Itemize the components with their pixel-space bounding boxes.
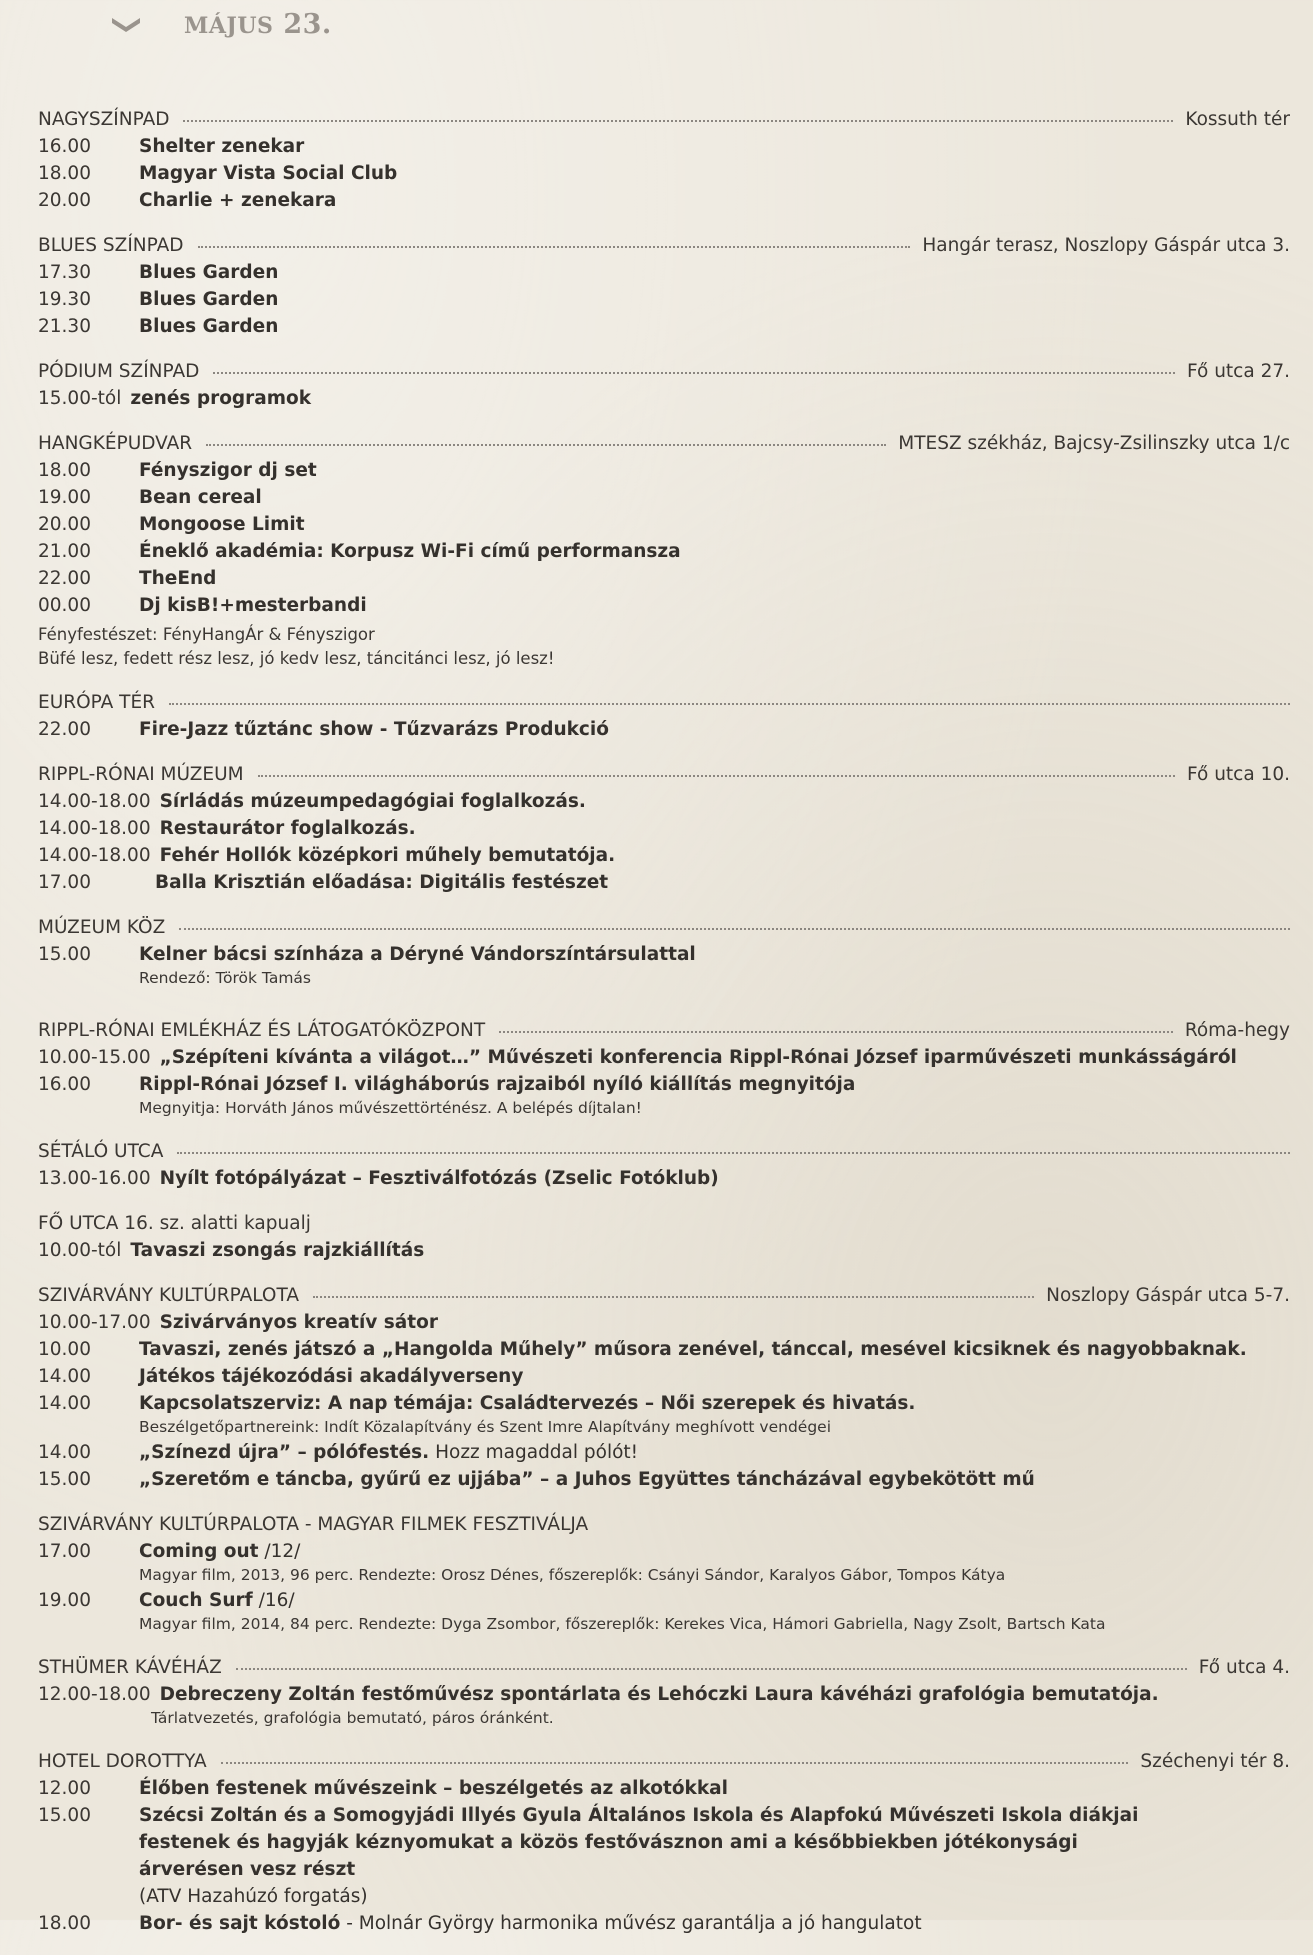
event-time: 16.00 bbox=[38, 1074, 91, 1095]
date-day: 23. bbox=[283, 8, 332, 40]
event-title: Szécsi Zoltán és a Somogyjádi Illyés Gyula Általános Iskola és Alapfokú Művészeti Iskola diákjai festenek és hagyják kéznyomukat a közös festővásznon ami a későbbiekben jótékonysági árverésen vesz részt bbox=[139, 1805, 1139, 1880]
list-item bbox=[38, 592, 1290, 619]
section-venue: Fő utca 27. bbox=[1187, 361, 1290, 382]
date-title bbox=[184, 9, 332, 40]
dot-leader bbox=[213, 372, 1175, 374]
event-time: 14.00-18.00 bbox=[38, 791, 151, 812]
event-time: 10.00-17.00 bbox=[38, 1312, 151, 1333]
list-item bbox=[38, 1390, 1290, 1417]
event-time: 18.00 bbox=[38, 460, 91, 481]
section-title: RIPPL-RÓNAI EMLÉKHÁZ ÉS LÁTOGATÓKÖZPONT bbox=[38, 1020, 486, 1041]
event-title: Charlie + zenekara bbox=[139, 190, 337, 211]
section-rippl-muzeum bbox=[38, 761, 1290, 896]
chevron-down-icon bbox=[110, 14, 142, 34]
event-time: 15.00 bbox=[38, 1805, 91, 1826]
section-title: EURÓPA TÉR bbox=[38, 692, 155, 713]
event-title: Nyílt fotópályázat – Fesztiválfotózás (Zselic Fotóklub) bbox=[159, 1168, 719, 1189]
section-title: BLUES SZÍNPAD bbox=[38, 235, 184, 256]
list-item bbox=[38, 259, 1290, 286]
event-title: Játékos tájékozódási akadályverseny bbox=[139, 1366, 524, 1387]
list-item bbox=[38, 1071, 1290, 1098]
dot-leader bbox=[258, 775, 1175, 777]
event-title: Restaurátor foglalkozás. bbox=[159, 818, 416, 839]
dot-leader bbox=[236, 1668, 1187, 1670]
section-title: SÉTÁLÓ UTCA bbox=[38, 1141, 164, 1162]
event-time: 14.00 bbox=[38, 1366, 91, 1387]
note-line: Fényfestészet: FényHangÁr & Fényszigor bbox=[38, 625, 375, 644]
event-extra: (ATV Hazahúzó forgatás) bbox=[139, 1886, 368, 1907]
section-title: STHÜMER KÁVÉHÁZ bbox=[38, 1657, 222, 1678]
event-time: 17.00 bbox=[38, 872, 91, 893]
event-time: 21.30 bbox=[38, 316, 91, 337]
event-title: Élőben festenek művészeink – beszélgetés az alkotókkal bbox=[139, 1778, 728, 1799]
event-time: 18.00 bbox=[38, 163, 91, 184]
event-title: „Szeretőm e táncba, gyűrű ez ujjába” – a Juhos Együttes táncházával egybekötött mű bbox=[139, 1469, 1035, 1490]
event-time: 10.00-15.00 bbox=[38, 1047, 151, 1068]
event-title: „Szépíteni kívánta a világot…” Művészeti konferencia Rippl-Rónai József iparművészeti munkásságáról bbox=[159, 1047, 1237, 1068]
section-title: MÚZEUM KÖZ bbox=[38, 917, 166, 938]
section-muzeum-koz bbox=[38, 914, 1290, 990]
event-title-wrap bbox=[139, 1587, 295, 1614]
section-szivarvany bbox=[38, 1282, 1290, 1493]
hangkepudvar-notes bbox=[38, 623, 1290, 671]
dot-leader bbox=[169, 703, 1290, 705]
event-extra: /16/ bbox=[252, 1590, 295, 1611]
event-time: 12.00-18.00 bbox=[38, 1684, 151, 1705]
page-header bbox=[110, 4, 332, 44]
section-nagyszinpad bbox=[38, 106, 1290, 214]
event-title: Dj kisB!+mesterbandi bbox=[139, 595, 367, 616]
list-item bbox=[38, 941, 1290, 968]
list-item bbox=[38, 1237, 1290, 1264]
section-title: HOTEL DOROTTYA bbox=[38, 1751, 207, 1772]
event-extra: Hozz magaddal pólót! bbox=[429, 1442, 639, 1463]
event-time: 14.00-18.00 bbox=[38, 845, 151, 866]
list-item bbox=[38, 1802, 1290, 1910]
list-item bbox=[38, 538, 1290, 565]
section-hotel-dorottya bbox=[38, 1748, 1290, 1937]
section-title: RIPPL-RÓNAI MÚZEUM bbox=[38, 764, 244, 785]
event-title: Mongoose Limit bbox=[139, 514, 305, 535]
event-title: Couch Surf bbox=[139, 1590, 253, 1611]
event-title: Tavaszi zsongás rajzkiállítás bbox=[130, 1240, 425, 1261]
event-title: Balla Krisztián előadása: Digitális festészet bbox=[155, 872, 609, 893]
section-title: NAGYSZÍNPAD bbox=[38, 109, 170, 130]
section-sthumer bbox=[38, 1654, 1290, 1730]
section-podium bbox=[38, 358, 1290, 412]
event-time: 00.00 bbox=[38, 595, 91, 616]
event-time: 19.00 bbox=[38, 1590, 91, 1611]
event-title: Debreczeny Zoltán festőművész spontárlata és Lehóczki Laura kávéházi grafológia bemutatója. bbox=[159, 1684, 1159, 1705]
event-time: 19.30 bbox=[38, 289, 91, 310]
event-time: 15.00 bbox=[38, 1469, 91, 1490]
list-item bbox=[38, 788, 1290, 815]
dot-leader bbox=[183, 120, 1173, 122]
event-title: Bean cereal bbox=[139, 487, 262, 508]
section-fo-utca-16 bbox=[38, 1210, 1290, 1264]
event-title: TheEnd bbox=[139, 568, 217, 589]
list-item bbox=[38, 160, 1290, 187]
dot-leader bbox=[177, 1152, 1290, 1154]
event-title: Blues Garden bbox=[139, 262, 279, 283]
event-title: zenés programok bbox=[130, 388, 312, 409]
list-item bbox=[38, 1363, 1290, 1390]
event-subtitle: Beszélgetőpartnereink: Indít Közalapítvány és Szent Imre Alapítvány meghívott vendégei bbox=[139, 1418, 832, 1436]
event-title: Magyar Vista Social Club bbox=[139, 163, 398, 184]
list-item bbox=[38, 1044, 1290, 1071]
dot-leader bbox=[313, 1296, 1034, 1298]
section-europa-ter bbox=[38, 689, 1290, 743]
date-month: MÁJUS bbox=[184, 12, 274, 39]
section-emlekhaz bbox=[38, 1017, 1290, 1120]
event-time: 17.30 bbox=[38, 262, 91, 283]
event-title: Szivárványos kreatív sátor bbox=[159, 1312, 438, 1333]
section-hangkepudvar bbox=[38, 430, 1290, 619]
event-title: Coming out bbox=[139, 1541, 259, 1562]
event-time: 19.00 bbox=[38, 487, 91, 508]
section-venue: Kossuth tér bbox=[1185, 109, 1290, 130]
list-item bbox=[38, 1587, 1290, 1614]
event-title: Kelner bácsi színháza a Déryné Vándorszíntársulattal bbox=[139, 944, 696, 965]
list-item bbox=[38, 1165, 1290, 1192]
list-item bbox=[38, 1466, 1290, 1493]
event-title-wrap bbox=[139, 1802, 1149, 1910]
list-item bbox=[38, 313, 1290, 340]
list-item bbox=[38, 484, 1290, 511]
list-item bbox=[38, 1910, 1290, 1937]
event-time: 15.00 bbox=[38, 944, 91, 965]
event-title-wrap bbox=[139, 1910, 922, 1937]
list-item bbox=[38, 511, 1290, 538]
list-item bbox=[38, 869, 1290, 896]
event-subtitle: Tárlatvezetés, grafológia bemutató, páros óránként. bbox=[151, 1709, 554, 1727]
event-title: Éneklő akadémia: Korpusz Wi-Fi című performansza bbox=[139, 541, 681, 562]
dot-leader bbox=[206, 444, 886, 446]
list-item bbox=[38, 1309, 1290, 1336]
event-time: 14.00 bbox=[38, 1442, 91, 1463]
dot-leader bbox=[499, 1031, 1173, 1033]
list-item bbox=[38, 1439, 1290, 1466]
event-title: „Színezd újra” – pólófestés. bbox=[139, 1442, 430, 1463]
event-time: 20.00 bbox=[38, 514, 91, 535]
event-time: 16.00 bbox=[38, 136, 91, 157]
note-line: Büfé lesz, fedett rész lesz, jó kedv lesz, táncitánci lesz, jó lesz! bbox=[38, 649, 555, 668]
list-item bbox=[38, 842, 1290, 869]
event-subtitle: Rendező: Török Tamás bbox=[139, 969, 311, 987]
event-extra: /12/ bbox=[258, 1541, 301, 1562]
event-title: Tavaszi, zenés játszó a „Hangolda Műhely” műsora zenével, tánccal, mesével kicsiknek és nagyobbaknak. bbox=[139, 1339, 1247, 1360]
list-item bbox=[38, 716, 1290, 743]
event-time: 21.00 bbox=[38, 541, 91, 562]
section-venue: Noszlopy Gáspár utca 5-7. bbox=[1046, 1285, 1290, 1306]
event-time: 22.00 bbox=[38, 719, 91, 740]
list-item bbox=[38, 457, 1290, 484]
event-time: 13.00-16.00 bbox=[38, 1168, 151, 1189]
list-item bbox=[38, 815, 1290, 842]
dot-leader bbox=[179, 928, 1290, 930]
section-title: SZIVÁRVÁNY KULTÚRPALOTA - MAGYAR FILMEK FESZTIVÁLJA bbox=[38, 1514, 589, 1535]
list-item bbox=[38, 1336, 1290, 1363]
event-time: 14.00 bbox=[38, 1393, 91, 1414]
section-filmek bbox=[38, 1511, 1290, 1636]
event-title-wrap bbox=[139, 1538, 300, 1565]
section-venue: Hangár terasz, Noszlopy Gáspár utca 3. bbox=[922, 235, 1290, 256]
section-blues bbox=[38, 232, 1290, 340]
list-item bbox=[38, 187, 1290, 214]
list-item bbox=[38, 1538, 1290, 1565]
section-title: FŐ UTCA 16. sz. alatti kapualj bbox=[38, 1213, 311, 1234]
section-venue: Széchenyi tér 8. bbox=[1140, 1751, 1290, 1772]
section-venue: Róma-hegy bbox=[1184, 1020, 1290, 1041]
event-subtitle: Megnyitja: Horváth János művészettörténész. A belépés díjtalan! bbox=[139, 1099, 642, 1117]
event-extra: - Molnár György harmonika művész garantálja a jó hangulatot bbox=[340, 1913, 922, 1934]
event-time: 14.00-18.00 bbox=[38, 818, 151, 839]
event-title: Sírládás múzeumpedagógiai foglalkozás. bbox=[159, 791, 586, 812]
event-time: 17.00 bbox=[38, 1541, 91, 1562]
event-time: 10.00-tól bbox=[38, 1240, 122, 1261]
event-title: Fényszigor dj set bbox=[139, 460, 317, 481]
event-title: Blues Garden bbox=[139, 289, 279, 310]
event-time: 22.00 bbox=[38, 568, 91, 589]
section-venue: Fő utca 10. bbox=[1187, 764, 1290, 785]
program-list bbox=[38, 106, 1290, 1955]
event-time: 20.00 bbox=[38, 190, 91, 211]
event-title: Rippl-Rónai József I. világháborús rajzaiból nyíló kiállítás megnyitója bbox=[139, 1074, 856, 1095]
dot-leader bbox=[198, 246, 911, 248]
event-title: Bor- és sajt kóstoló bbox=[139, 1913, 341, 1934]
event-time: 12.00 bbox=[38, 1778, 91, 1799]
section-title: PÓDIUM SZÍNPAD bbox=[38, 361, 200, 382]
event-title: Shelter zenekar bbox=[139, 136, 305, 157]
list-item bbox=[38, 286, 1290, 313]
event-title: Fehér Hollók középkori műhely bemutatója. bbox=[159, 845, 616, 866]
event-title: Blues Garden bbox=[139, 316, 279, 337]
list-item bbox=[38, 133, 1290, 160]
list-item bbox=[38, 1681, 1290, 1708]
section-venue: Fő utca 4. bbox=[1198, 1657, 1290, 1678]
event-subtitle: Magyar film, 2014, 84 perc. Rendezte: Dyga Zsombor, főszereplők: Kerekes Vica, Hámori Gabriella, Nagy Zsolt, Bartsch Kata bbox=[139, 1615, 1106, 1633]
section-title: SZIVÁRVÁNY KULTÚRPALOTA bbox=[38, 1285, 299, 1306]
event-subtitle: Magyar film, 2013, 96 perc. Rendezte: Orosz Dénes, főszereplők: Csányi Sándor, Karalyos Gábor, Tompos Kátya bbox=[139, 1566, 1006, 1584]
event-title-wrap bbox=[139, 1439, 638, 1466]
section-title: HANGKÉPUDVAR bbox=[38, 433, 193, 454]
list-item bbox=[38, 1775, 1290, 1802]
event-title: Kapcsolatszerviz: A nap témája: Családtervezés – Női szerepek és hivatás. bbox=[139, 1393, 916, 1414]
dot-leader bbox=[221, 1762, 1129, 1764]
section-venue: MTESZ székház, Bajcsy-Zsilinszky utca 1/c bbox=[898, 433, 1290, 454]
list-item bbox=[38, 385, 1290, 412]
event-title: Fire-Jazz tűztánc show - Tűzvarázs Produkció bbox=[139, 719, 609, 740]
event-time: 10.00 bbox=[38, 1339, 91, 1360]
event-time: 18.00 bbox=[38, 1913, 91, 1934]
list-item bbox=[38, 565, 1290, 592]
section-setalo-utca bbox=[38, 1138, 1290, 1192]
event-time: 15.00-tól bbox=[38, 388, 122, 409]
